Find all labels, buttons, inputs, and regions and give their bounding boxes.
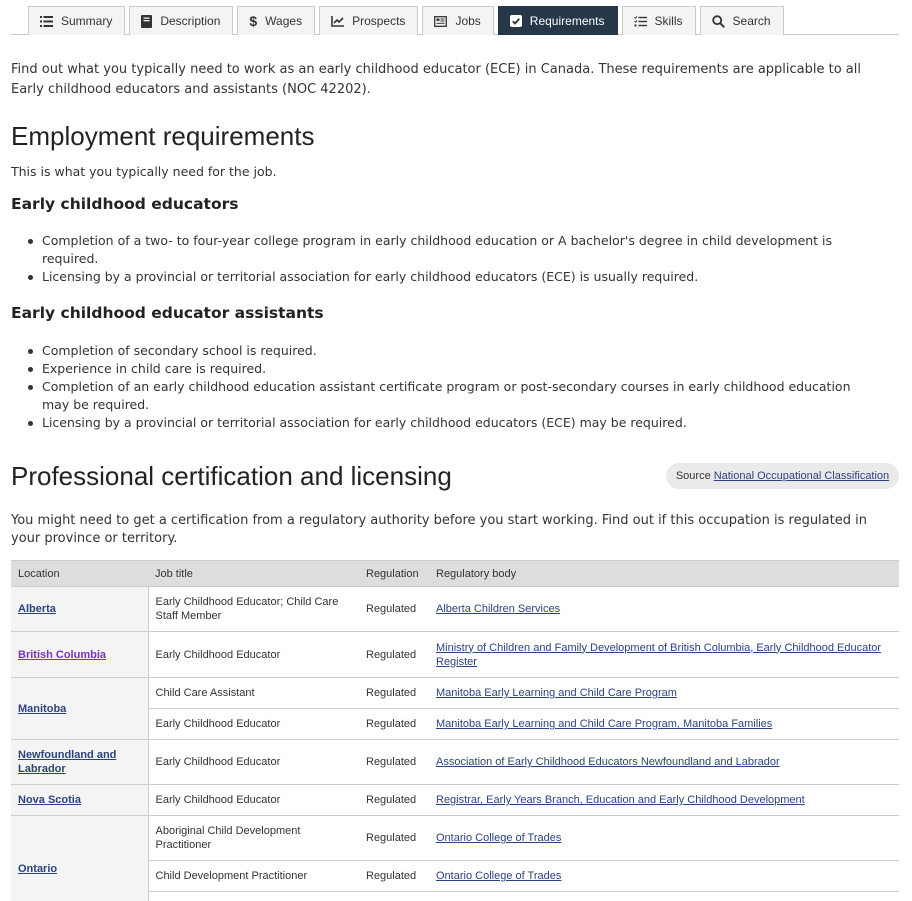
regulatory-body-cell	[429, 892, 899, 901]
location-cell	[11, 816, 148, 901]
tab-skills[interactable]	[622, 6, 696, 35]
column-header: Job title	[148, 561, 359, 587]
source-badge	[666, 463, 899, 489]
list-item: Completion of secondary school is required.	[42, 342, 872, 360]
tab-label: Skills	[654, 14, 683, 28]
column-header: Location	[11, 561, 148, 587]
tab-description[interactable]	[129, 6, 233, 35]
location-link[interactable]: Nova Scotia	[18, 794, 81, 806]
tab-jobs[interactable]	[422, 6, 493, 35]
tab-label: Jobs	[455, 14, 481, 28]
tab-label: Summary	[61, 14, 113, 28]
regulation-cell: Regulated	[359, 709, 429, 740]
newspaper-icon	[434, 16, 447, 27]
table-row	[11, 587, 899, 632]
regulatory-body-cell	[429, 785, 899, 816]
location-cell	[11, 740, 148, 785]
location-cell	[11, 785, 148, 816]
table-row	[11, 678, 899, 709]
regulatory-body-link[interactable]: Ontario College of Trades	[436, 832, 562, 844]
checkbox-icon	[510, 15, 522, 27]
tab-summary[interactable]	[28, 6, 125, 35]
location-cell	[11, 587, 148, 632]
table-header-row	[11, 561, 899, 587]
list-item: Experience in child care is required.	[42, 360, 872, 378]
regulation-table	[11, 560, 899, 901]
regulatory-body-link[interactable]: Registrar, Early Years Branch, Education and Early Childhood Development	[436, 794, 805, 806]
list-item: Completion of a two- to four-year college program in early childhood education or A bachelor's degree in child development is required.	[42, 232, 872, 268]
regulatory-body-link[interactable]: Ontario College of Trades	[436, 870, 562, 882]
job-title-cell: Early Childhood Educator	[148, 740, 359, 785]
regulation-cell: Regulated	[359, 678, 429, 709]
regulatory-body-cell	[429, 632, 899, 678]
certification-intro: You might need to get a certification from a regulatory authority before you start working. Find out if this occupation is regulated in your province or territory.	[11, 513, 867, 546]
regulation-cell: Regulated	[359, 587, 429, 632]
tab-label: Requirements	[529, 14, 605, 28]
table-row	[11, 632, 899, 678]
location-link[interactable]: Newfoundland and Labrador	[18, 749, 117, 775]
tab-prospects[interactable]	[319, 6, 418, 35]
regulation-cell: Regulated	[359, 632, 429, 678]
location-link[interactable]: British Columbia	[18, 648, 107, 661]
regulatory-body-cell	[429, 861, 899, 892]
column-header: Regulation	[359, 561, 429, 587]
tab-label: Search	[732, 14, 771, 28]
table-row	[11, 740, 899, 785]
tab-bar	[11, 6, 899, 35]
regulatory-body-link[interactable]: Alberta Children Services	[436, 603, 561, 615]
job-title-cell: Child Development Practitioner	[148, 861, 359, 892]
regulatory-body-cell	[429, 587, 899, 632]
job-title-cell: Early Childhood Educator	[148, 785, 359, 816]
regulatory-body-cell	[429, 709, 899, 740]
list-item: Licensing by a provincial or territorial association for early childhood educators (ECE) is usually required.	[42, 268, 872, 286]
tab-label: Description	[160, 14, 221, 28]
employment-lead: This is what you typically need for the job.	[11, 164, 277, 179]
table-row	[11, 785, 899, 816]
regulatory-body-cell	[429, 816, 899, 861]
book-icon	[141, 15, 152, 28]
regulatory-body-link[interactable]: Manitoba Early Learning and Child Care Program, Manitoba Families	[436, 718, 773, 730]
employment-requirements-heading: Employment requirements	[11, 121, 315, 151]
regulatory-body-cell	[429, 740, 899, 785]
regulation-cell: Regulated	[359, 740, 429, 785]
tab-label: Prospects	[352, 14, 406, 28]
educators-list	[42, 232, 872, 286]
job-title-cell: Child Care Assistant	[148, 678, 359, 709]
assistants-list	[42, 342, 872, 432]
job-title-cell: Aboriginal Child Development Practitioner	[148, 816, 359, 861]
regulatory-body-link[interactable]: Manitoba Early Learning and Child Care Program	[436, 687, 677, 699]
source-link[interactable]: National Occupational Classification	[713, 470, 890, 482]
line-chart-icon	[331, 16, 344, 27]
location-cell	[11, 632, 148, 678]
list-icon	[40, 16, 53, 27]
job-title-cell: Early Childhood Educator	[148, 632, 359, 678]
location-link[interactable]: Ontario	[18, 863, 58, 875]
table-row	[11, 816, 899, 861]
location-link[interactable]: Alberta	[18, 603, 56, 615]
location-cell	[11, 678, 148, 740]
regulation-cell	[359, 892, 429, 901]
source-prefix: Source	[675, 470, 711, 482]
regulation-cell: Regulated	[359, 861, 429, 892]
regulation-cell: Regulated	[359, 785, 429, 816]
tasks-icon	[634, 16, 647, 27]
list-item: Licensing by a provincial or territorial association for early childhood educators (ECE) may be required.	[42, 414, 872, 432]
educators-heading: Early childhood educators	[11, 195, 239, 213]
regulatory-body-link[interactable]: Association of Early Childhood Educators Newfoundland and Labrador	[436, 756, 780, 768]
search-icon	[712, 15, 725, 28]
list-item: Completion of an early childhood education assistant certificate program or post-secondary courses in early childhood education may be required.	[42, 378, 872, 414]
job-title-cell	[148, 892, 359, 901]
dollar-icon: $	[249, 13, 258, 29]
tab-label: Wages	[265, 14, 303, 28]
tab-wages[interactable]	[237, 6, 315, 35]
tab-search[interactable]	[700, 6, 784, 35]
assistants-heading: Early childhood educator assistants	[11, 304, 324, 322]
job-title-cell: Early Childhood Educator	[148, 709, 359, 740]
intro-text: Find out what you typically need to work as an early childhood educator (ECE) in Canada. These requirements are applicable to all Early childhood educators and assistants (NOC 42202).	[11, 62, 861, 97]
regulatory-body-cell	[429, 678, 899, 709]
regulation-cell: Regulated	[359, 816, 429, 861]
tab-requirements[interactable]	[498, 6, 618, 35]
regulatory-body-link[interactable]: Ministry of Children and Family Development of British Columbia, Early Childhood Educator Register	[436, 641, 882, 668]
job-title-cell: Early Childhood Educator; Child Care Staff Member	[148, 587, 359, 632]
location-link[interactable]: Manitoba	[18, 702, 67, 715]
column-header: Regulatory body	[429, 561, 899, 587]
certification-heading: Professional certification and licensing	[11, 461, 452, 491]
